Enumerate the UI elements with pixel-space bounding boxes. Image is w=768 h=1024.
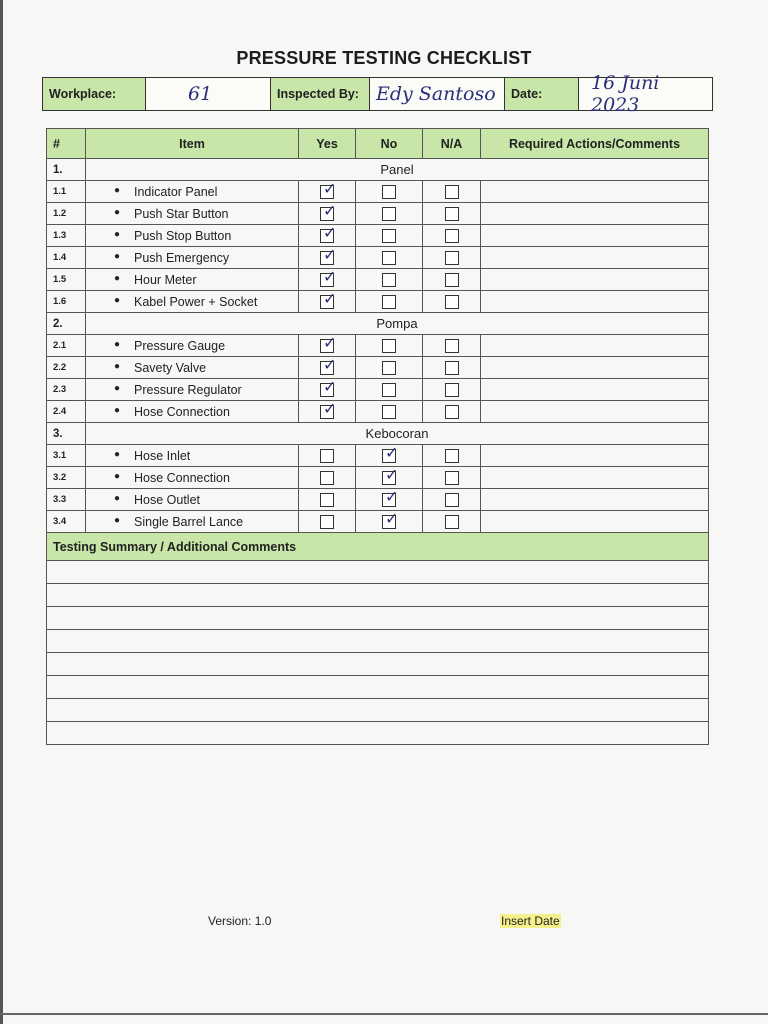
checkmark-icon: ✓	[385, 486, 399, 506]
item-number: 2.3	[47, 379, 86, 401]
item-number: 3.1	[47, 445, 86, 467]
item-cell	[86, 247, 299, 269]
table-row	[47, 225, 709, 247]
comments-cell[interactable]	[481, 181, 709, 203]
yes-cell	[299, 489, 356, 511]
no-cell	[356, 203, 423, 225]
insert-date-label: Insert Date	[501, 914, 560, 928]
item-cell	[86, 225, 299, 247]
na-checkbox[interactable]	[445, 295, 459, 309]
col-header-num: #	[47, 129, 86, 159]
page-edge	[0, 0, 3, 1024]
comments-cell[interactable]	[481, 247, 709, 269]
bullet-icon: ●	[114, 295, 121, 306]
version-label: Version: 1.0	[208, 914, 272, 928]
na-checkbox[interactable]	[445, 383, 459, 397]
page-title: PRESSURE TESTING CHECKLIST	[236, 48, 532, 68]
table-row	[47, 291, 709, 313]
no-checkbox[interactable]	[382, 207, 396, 221]
no-checkbox[interactable]	[382, 508, 399, 529]
na-cell	[423, 511, 481, 533]
na-checkbox[interactable]	[445, 251, 459, 265]
bullet-icon: ●	[114, 207, 121, 218]
summary-line-cell[interactable]	[47, 699, 709, 722]
na-cell	[423, 445, 481, 467]
no-cell	[356, 247, 423, 269]
checkmark-icon: ✓	[323, 332, 337, 352]
item-number: 1.3	[47, 225, 86, 247]
na-cell	[423, 269, 481, 291]
section-number: 1.	[47, 159, 86, 181]
yes-cell	[299, 376, 356, 401]
summary-line-cell[interactable]	[47, 584, 709, 607]
bullet-icon: ●	[114, 185, 121, 196]
yes-cell	[299, 244, 356, 269]
no-cell	[356, 401, 423, 423]
yes-cell	[299, 511, 356, 533]
no-checkbox[interactable]	[382, 339, 396, 353]
item-label: Push Emergency	[134, 250, 230, 265]
summary-header-row	[47, 533, 709, 561]
item-cell	[86, 445, 299, 467]
col-header-no: No	[356, 129, 423, 159]
na-checkbox[interactable]	[445, 361, 459, 375]
na-checkbox[interactable]	[445, 471, 459, 485]
no-checkbox[interactable]	[382, 361, 396, 375]
checkmark-icon: ✓	[323, 266, 337, 286]
table-row	[47, 203, 709, 225]
no-cell	[356, 335, 423, 357]
bullet-icon: ●	[114, 471, 121, 482]
table-row	[47, 489, 709, 511]
na-checkbox[interactable]	[445, 449, 459, 463]
summary-line[interactable]	[47, 561, 709, 584]
na-checkbox[interactable]	[445, 405, 459, 419]
summary-line[interactable]	[47, 630, 709, 653]
item-number: 1.4	[47, 247, 86, 269]
no-cell	[356, 269, 423, 291]
item-label: Hose Inlet	[134, 448, 191, 463]
na-checkbox[interactable]	[445, 229, 459, 243]
yes-checkbox[interactable]	[320, 332, 337, 353]
yes-cell	[299, 467, 356, 489]
col-header-yes: Yes	[299, 129, 356, 159]
checkmark-icon: ✓	[323, 354, 337, 374]
yes-checkbox[interactable]	[320, 515, 334, 529]
na-checkbox[interactable]	[445, 207, 459, 221]
checklist-table	[46, 128, 709, 745]
checkmark-icon: ✓	[323, 200, 337, 220]
checkmark-icon: ✓	[323, 288, 337, 308]
item-label: Single Barrel Lance	[134, 514, 244, 529]
item-number: 1.1	[47, 181, 86, 203]
section-name: Kebocoran	[86, 423, 709, 445]
na-cell	[423, 203, 481, 225]
summary-line-cell[interactable]	[47, 676, 709, 699]
comments-cell[interactable]	[481, 225, 709, 247]
no-checkbox[interactable]	[382, 486, 399, 507]
na-checkbox[interactable]	[445, 515, 459, 529]
item-label: Savety Valve	[134, 360, 207, 375]
date-label: Date:	[505, 78, 579, 110]
section-name: Pompa	[86, 313, 709, 335]
table-row	[47, 269, 709, 291]
item-cell	[86, 401, 299, 423]
section-row	[47, 159, 709, 181]
yes-checkbox[interactable]	[320, 178, 337, 199]
bullet-icon: ●	[114, 383, 121, 394]
table-row	[47, 401, 709, 423]
summary-line[interactable]	[47, 722, 709, 745]
comments-cell[interactable]	[481, 269, 709, 291]
item-label: Indicator Panel	[134, 184, 218, 199]
checkmark-icon: ✓	[323, 178, 337, 198]
checkmark-icon: ✓	[323, 244, 337, 264]
section-row	[47, 313, 709, 335]
comments-cell[interactable]	[481, 467, 709, 489]
col-header-na: N/A	[423, 129, 481, 159]
item-cell	[86, 269, 299, 291]
yes-cell	[299, 398, 356, 423]
no-checkbox[interactable]	[382, 295, 396, 309]
summary-line-cell[interactable]	[47, 630, 709, 653]
checkmark-icon: ✓	[385, 464, 399, 484]
na-cell	[423, 335, 481, 357]
no-checkbox[interactable]	[382, 185, 396, 199]
table-row	[47, 467, 709, 489]
item-label: Push Star Button	[134, 206, 229, 221]
yes-checkbox[interactable]	[320, 493, 334, 507]
item-cell	[86, 467, 299, 489]
na-cell	[423, 181, 481, 203]
comments-cell[interactable]	[481, 511, 709, 533]
na-cell	[423, 247, 481, 269]
comments-cell[interactable]	[481, 335, 709, 357]
summary-line-cell[interactable]	[47, 607, 709, 630]
na-checkbox[interactable]	[445, 185, 459, 199]
bullet-icon: ●	[114, 251, 121, 262]
na-cell	[423, 489, 481, 511]
col-header-item: Item	[86, 129, 299, 159]
summary-line[interactable]	[47, 653, 709, 676]
yes-cell	[299, 288, 356, 313]
yes-checkbox[interactable]	[320, 354, 337, 375]
na-cell	[423, 467, 481, 489]
item-label: Kabel Power + Socket	[134, 294, 258, 309]
yes-cell	[299, 200, 356, 225]
item-label: Push Stop Button	[134, 228, 232, 243]
summary-line[interactable]	[47, 676, 709, 699]
no-checkbox[interactable]	[382, 251, 396, 265]
no-cell	[356, 486, 423, 511]
bullet-icon: ●	[114, 229, 121, 240]
yes-cell	[299, 445, 356, 467]
item-cell	[86, 335, 299, 357]
summary-line[interactable]	[47, 607, 709, 630]
item-number: 2.1	[47, 335, 86, 357]
section-number: 2.	[47, 313, 86, 335]
summary-line-cell[interactable]	[47, 653, 709, 676]
table-header-row	[47, 129, 709, 159]
table-row	[47, 511, 709, 533]
item-label: Pressure Gauge	[134, 338, 226, 353]
checkmark-icon: ✓	[323, 398, 337, 418]
table-row	[47, 445, 709, 467]
item-cell	[86, 489, 299, 511]
bullet-icon: ●	[114, 361, 121, 372]
item-cell	[86, 511, 299, 533]
summary-title: Testing Summary / Additional Comments	[47, 533, 709, 561]
yes-checkbox[interactable]	[320, 200, 337, 221]
yes-checkbox[interactable]	[320, 244, 337, 265]
workplace-label: Workplace:	[43, 78, 146, 110]
summary-line-cell[interactable]	[47, 561, 709, 584]
no-checkbox[interactable]	[382, 464, 399, 485]
inspected-by-value[interactable]: Edy Santoso	[370, 78, 505, 110]
bullet-icon: ●	[114, 493, 121, 504]
yes-cell	[299, 222, 356, 247]
summary-line-cell[interactable]	[47, 722, 709, 745]
yes-cell	[299, 266, 356, 291]
bullet-icon: ●	[114, 449, 121, 460]
na-cell	[423, 357, 481, 379]
item-number: 1.6	[47, 291, 86, 313]
bullet-icon: ●	[114, 339, 121, 350]
yes-checkbox[interactable]	[320, 398, 337, 419]
comments-cell[interactable]	[481, 489, 709, 511]
no-cell	[356, 464, 423, 489]
page-edge-bottom	[0, 1013, 768, 1015]
item-number: 3.3	[47, 489, 86, 511]
yes-checkbox[interactable]	[320, 376, 337, 397]
item-cell	[86, 181, 299, 203]
checkmark-icon: ✓	[323, 376, 337, 396]
yes-cell	[299, 332, 356, 357]
yes-checkbox[interactable]	[320, 449, 334, 463]
no-cell	[356, 225, 423, 247]
table-row	[47, 247, 709, 269]
item-label: Hose Connection	[134, 470, 230, 485]
comments-cell[interactable]	[481, 379, 709, 401]
item-number: 3.4	[47, 511, 86, 533]
table-row	[47, 379, 709, 401]
no-cell	[356, 181, 423, 203]
item-number: 1.2	[47, 203, 86, 225]
na-checkbox[interactable]	[445, 339, 459, 353]
yes-checkbox[interactable]	[320, 266, 337, 287]
no-checkbox[interactable]	[382, 229, 396, 243]
item-label: Pressure Regulator	[134, 382, 242, 397]
checkmark-icon: ✓	[385, 508, 399, 528]
comments-cell[interactable]	[481, 357, 709, 379]
no-checkbox[interactable]	[382, 405, 396, 419]
checkmark-icon: ✓	[385, 442, 399, 462]
table-row	[47, 181, 709, 203]
comments-cell[interactable]	[481, 401, 709, 423]
section-row	[47, 423, 709, 445]
bullet-icon: ●	[114, 405, 121, 416]
workplace-value[interactable]: 61	[146, 78, 271, 110]
no-cell	[356, 508, 423, 533]
table-row	[47, 335, 709, 357]
no-checkbox[interactable]	[382, 383, 396, 397]
na-cell	[423, 379, 481, 401]
no-cell	[356, 291, 423, 313]
comments-cell[interactable]	[481, 445, 709, 467]
table-row	[47, 357, 709, 379]
item-cell	[86, 291, 299, 313]
section-number: 3.	[47, 423, 86, 445]
date-value[interactable]: 16 Juni 2023	[579, 78, 712, 110]
no-checkbox[interactable]	[382, 442, 399, 463]
bullet-icon: ●	[114, 515, 121, 526]
yes-checkbox[interactable]	[320, 471, 334, 485]
na-cell	[423, 291, 481, 313]
col-header-comments: Required Actions/Comments	[481, 129, 709, 159]
summary-line[interactable]	[47, 699, 709, 722]
item-label: Hour Meter	[134, 272, 197, 287]
item-number: 2.2	[47, 357, 86, 379]
item-cell	[86, 203, 299, 225]
bullet-icon: ●	[114, 273, 121, 284]
item-number: 3.2	[47, 467, 86, 489]
no-cell	[356, 379, 423, 401]
no-cell	[356, 442, 423, 467]
section-name: Panel	[86, 159, 709, 181]
item-cell	[86, 379, 299, 401]
na-checkbox[interactable]	[445, 273, 459, 287]
inspected-by-label: Inspected By:	[271, 78, 370, 110]
item-cell	[86, 357, 299, 379]
summary-line[interactable]	[47, 584, 709, 607]
comments-cell[interactable]	[481, 291, 709, 313]
item-label: Hose Outlet	[134, 492, 201, 507]
item-number: 1.5	[47, 269, 86, 291]
checkmark-icon: ✓	[323, 222, 337, 242]
yes-cell	[299, 178, 356, 203]
no-checkbox[interactable]	[382, 273, 396, 287]
yes-checkbox[interactable]	[320, 288, 337, 309]
na-checkbox[interactable]	[445, 493, 459, 507]
yes-checkbox[interactable]	[320, 222, 337, 243]
yes-cell	[299, 354, 356, 379]
no-cell	[356, 357, 423, 379]
item-number: 2.4	[47, 401, 86, 423]
na-cell	[423, 225, 481, 247]
item-label: Hose Connection	[134, 404, 230, 419]
comments-cell[interactable]	[481, 203, 709, 225]
header-row	[42, 72, 713, 116]
na-cell	[423, 401, 481, 423]
